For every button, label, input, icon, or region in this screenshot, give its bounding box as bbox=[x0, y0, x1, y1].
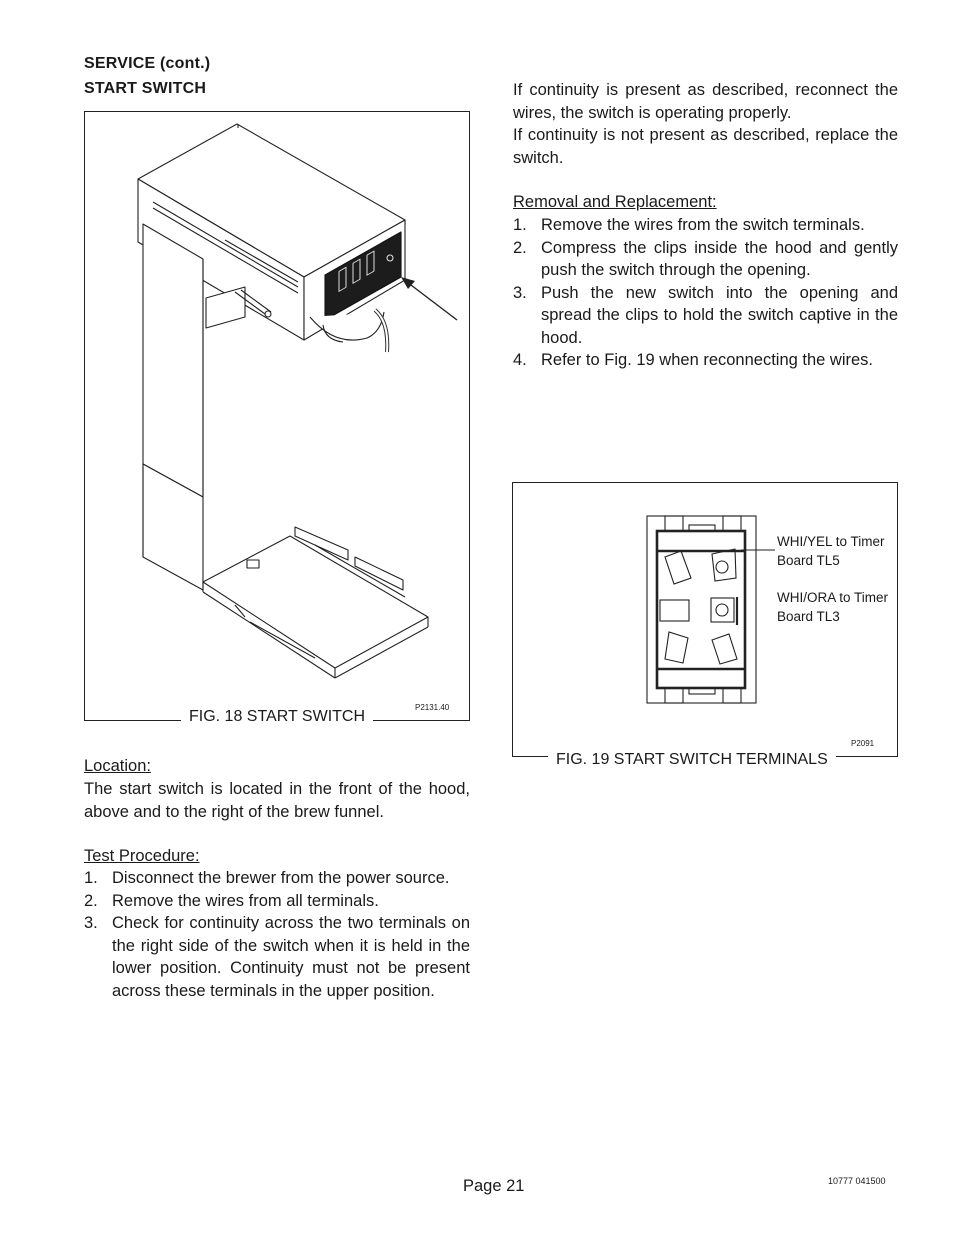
list-item: 3. Push the new switch into the opening and spread the clips to hold the switch captive in the hood. bbox=[513, 283, 898, 347]
section-heading: SERVICE (cont.) bbox=[84, 55, 211, 72]
location-heading: Location: bbox=[84, 757, 151, 775]
fig18-part-number: P2131.40 bbox=[415, 703, 450, 712]
list-item: 2. Remove the wires from all terminals. bbox=[84, 891, 379, 910]
list-item: 4. Refer to Fig. 19 when reconnecting the wires. bbox=[513, 351, 874, 369]
list-item: 3. Check for continuity across the two terminals on the right side of the switch when it is held in the lower position. Continuity must not be present across these terminals in the upper position. bbox=[84, 914, 470, 1000]
fig18-frame bbox=[84, 111, 470, 721]
test-steps-list bbox=[84, 867, 470, 1002]
list-item: 1. Remove the wires from the switch terminals. bbox=[513, 216, 865, 234]
fig19-caption: FIG. 19 START SWITCH TERMINALS bbox=[548, 751, 836, 769]
document-code: 10777 041500 bbox=[828, 1176, 886, 1186]
removal-steps-list bbox=[513, 214, 898, 372]
brewer-illustration bbox=[85, 112, 468, 719]
fig18-caption: FIG. 18 START SWITCH bbox=[181, 708, 373, 726]
list-item: 2. Compress the clips inside the hood and gently push the switch through the opening. bbox=[513, 238, 898, 279]
list-item: 1. Disconnect the brewer from the power source. bbox=[84, 869, 450, 887]
fig19-part-number: P2091 bbox=[851, 739, 875, 748]
page-number: Page 21 bbox=[463, 1177, 525, 1195]
terminal-label-whi-ora: WHI/ORA to Timer Board TL3 bbox=[777, 590, 889, 624]
page-title: START SWITCH bbox=[84, 80, 207, 97]
test-procedure-heading: Test Procedure: bbox=[84, 847, 200, 865]
terminal-label-whi-yel: WHI/YEL to Timer Board TL5 bbox=[777, 534, 885, 568]
continuity-absent-paragraph: If continuity is not present as described, replace the switch. bbox=[513, 126, 898, 167]
location-paragraph: The start switch is located in the front of the hood, above and to the right of the brew funnel. bbox=[84, 780, 470, 821]
removal-heading: Removal and Replacement: bbox=[513, 193, 717, 211]
continuity-present-paragraph: If continuity is present as described, reconnect the wires, the switch is operating properly. bbox=[513, 81, 898, 122]
